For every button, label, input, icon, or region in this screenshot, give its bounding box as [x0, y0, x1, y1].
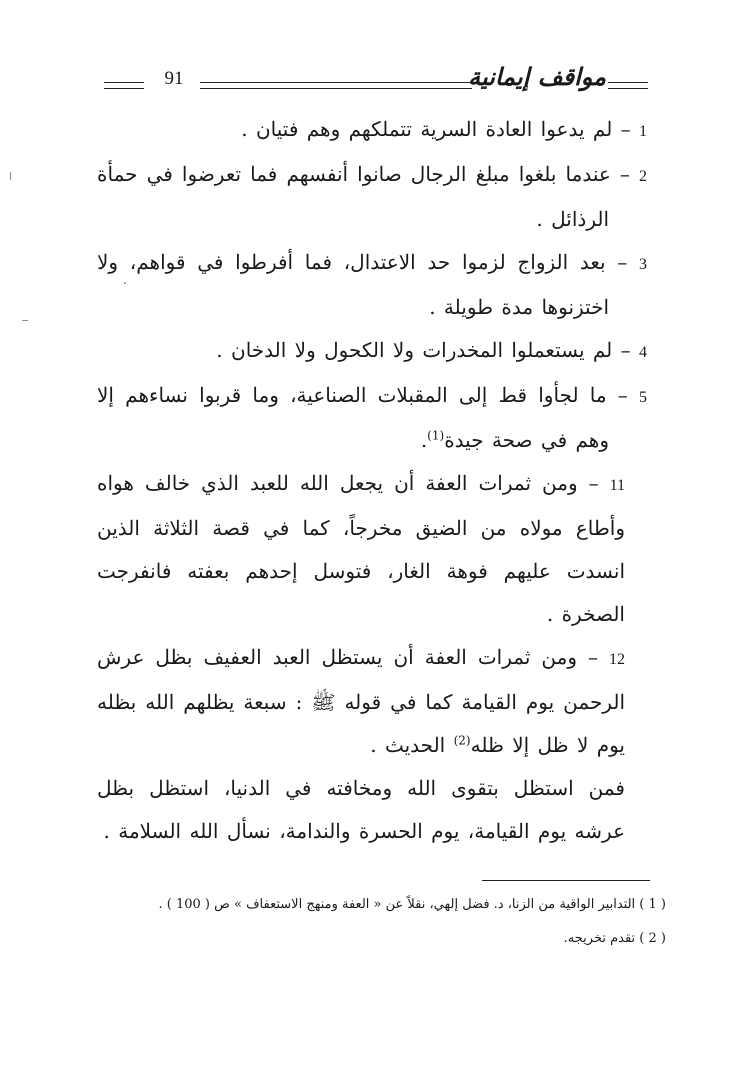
book-title: مواقف إيمانية [468, 62, 606, 91]
paragraph-text: – لم يدعوا العادة السرية تتملكهم وهم فتيان . [241, 117, 639, 141]
item-number: 1 [639, 123, 647, 140]
page-number: 91 [164, 68, 184, 89]
item-number: 11 [609, 477, 625, 494]
scan-speck [22, 320, 28, 321]
header-rule-middle [200, 82, 472, 89]
paragraph-text: – ومن ثمرات العفة أن يستظل العبد العفيف بظل عرش الرحمن يوم القيامة كما في قوله ﷺ : سبعة يظلهم الله بظله يوم لا ظل إلا ظله [97, 645, 625, 757]
footnote-1: ( 1 ) التدابير الواقية من الزنا، د. فضل إلهي، نقلاً عن « العفة ومنهج الاستعفاف » ص ( 100 ) . [158, 897, 666, 912]
scan-speck [124, 282, 126, 284]
paragraph-tail: . [420, 428, 428, 452]
paragraph-3 [97, 241, 647, 329]
footnote-marker-2[interactable]: (2) [453, 733, 471, 748]
footnote-2: ( 2 ) تقدم تخريجه. [563, 931, 666, 946]
paragraph-12 [97, 636, 647, 767]
paragraph-2 [97, 153, 647, 241]
item-number: 4 [639, 344, 647, 361]
header-rule-right [608, 82, 648, 89]
paragraph-text: – لم يستعملوا المخدرات ولا الكحول ولا الدخان . [216, 338, 639, 362]
header-rule-left [104, 82, 144, 89]
paragraph-text: – بعد الزواج لزموا حد الاعتدال، فما أفرطوا في قواهم، ولا اختزنوها مدة طويلة . [97, 250, 639, 319]
item-number: 12 [609, 651, 625, 668]
closing-paragraph [97, 767, 647, 853]
paragraph-5 [97, 374, 647, 462]
footnotes [106, 888, 666, 956]
item-number: 3 [639, 256, 647, 273]
paragraph-text: – ما لجأوا قط إلى المقبلات الصناعية، وما قربوا نساءهم إلا وهم في صحة جيدة [97, 383, 639, 452]
footnote-marker-1[interactable]: (1) [427, 428, 445, 443]
paragraph-tail: الحديث . [370, 733, 454, 757]
paragraph-text: فمن استظل بتقوى الله ومخافته في الدنيا، استظل بظل عرشه يوم القيامة، يوم الحسرة والندامة، نسأل الله السلامة . [97, 776, 625, 843]
paragraph-1 [97, 108, 647, 153]
paragraph-11 [97, 462, 647, 636]
page-header [100, 62, 650, 106]
item-number: 2 [639, 168, 647, 185]
item-number: 5 [639, 389, 647, 406]
paragraph-text: – ومن ثمرات العفة أن يجعل الله للعبد الذي خالف هواه وأطاع مولاه من الضيق مخرجاً، كما في قصة الثلاثة الذين انسدت عليهم فوهة الغار، فتوسل إحدهم بعفته فانفرجت الصخرة . [97, 471, 625, 626]
scan-speck [10, 172, 11, 180]
paragraph-4 [97, 329, 647, 374]
footnote-separator [482, 880, 650, 881]
paragraph-text: – عندما بلغوا مبلغ الرجال صانوا أنفسهم فما تعرضوا في حمأة الرذائل . [97, 162, 639, 231]
body-text [97, 108, 647, 853]
